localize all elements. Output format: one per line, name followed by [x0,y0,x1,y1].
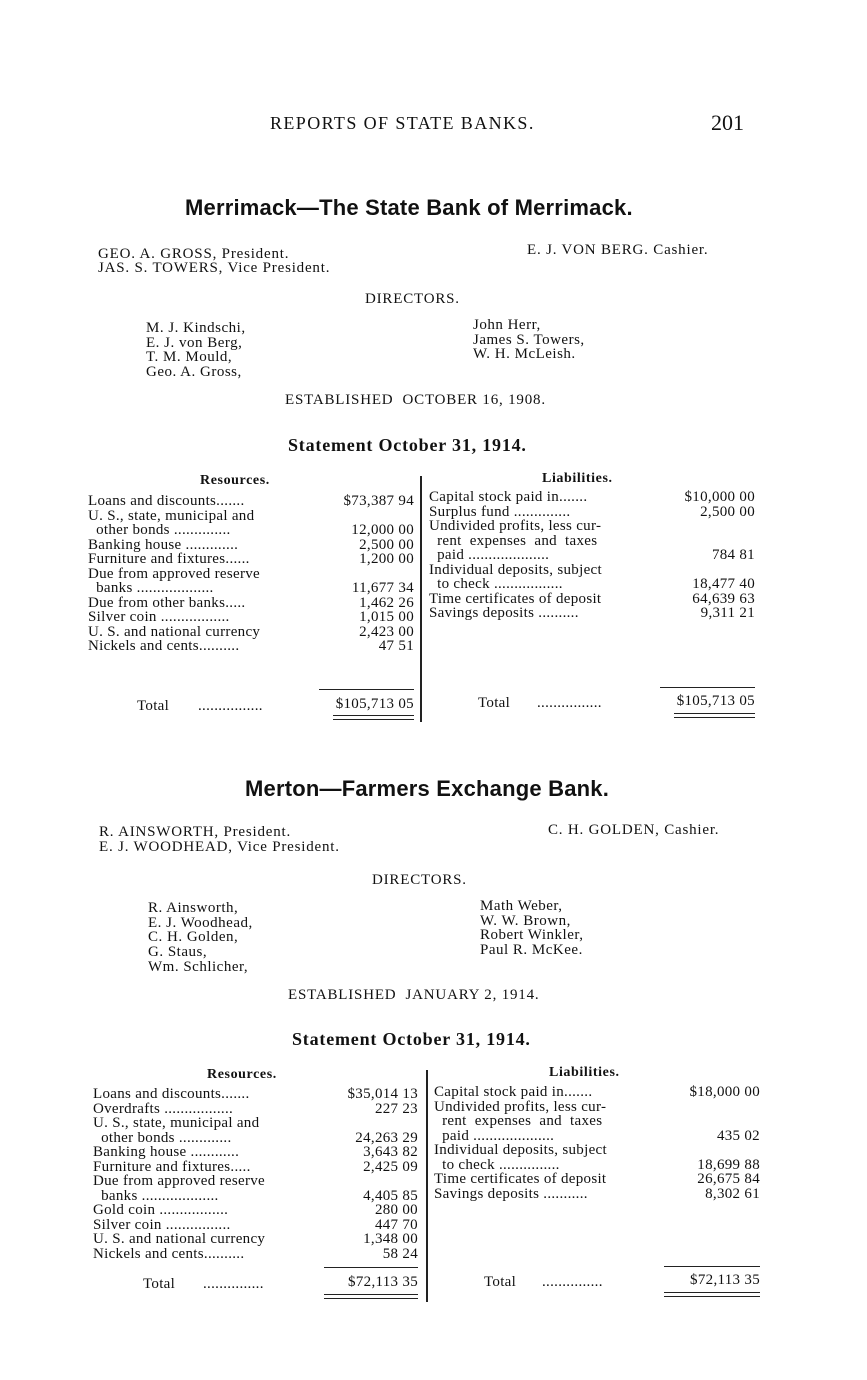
ledger-row [93,1116,418,1131]
total-leader: ................ [537,695,602,711]
double-rule [664,1292,760,1293]
line-amount: $18,000 00 [689,1084,760,1100]
sum-rule [319,689,414,690]
line-label: Nickels and cents.......... [88,638,240,654]
line-amount: 26,675 84 [697,1171,760,1187]
cashier: E. J. VON BERG. Cashier. [527,242,709,258]
line-label: Undivided profits, less cur- [429,518,602,534]
line-amount: 11,677 34 [351,580,414,596]
double-rule [664,1296,760,1297]
line-label: Gold coin ................. [93,1202,229,1218]
liabilities-heading: Liabilities. [542,471,613,486]
ledger-row [93,1102,418,1117]
director: Robert Winkler, [480,927,584,944]
resources-ledger [93,1087,418,1261]
double-rule [324,1298,418,1299]
double-rule [333,719,414,720]
line-label: Banking house ............ [93,1144,240,1160]
ledger-row [429,548,755,563]
ledger-row [429,519,755,534]
line-label: to check ................. [429,576,563,592]
total-leader: ............... [542,1274,603,1290]
ledger-row [88,494,414,509]
double-rule [333,715,414,716]
directors-left [148,901,253,975]
ledger-row [429,505,755,520]
director: Wm. Schlicher, [148,958,249,975]
vice-president: JAS. S. TOWERS, Vice President. [98,260,331,276]
line-label: Undivided profits, less cur- [434,1098,607,1115]
director: John Herr, [473,317,541,333]
directors-right [473,318,585,362]
director: T. M. Mould, [146,349,233,366]
line-label: Due from approved reserve [93,1173,266,1189]
sum-rule [660,687,755,688]
ledger-row [88,509,414,524]
ledger-row [434,1085,760,1100]
total-liabilities: $72,113 35 [690,1272,760,1288]
ledger-row [434,1129,760,1144]
directors-heading: DIRECTORS. [372,872,467,888]
ledger-row [93,1189,418,1204]
ledger-row [429,563,755,578]
double-rule [674,717,755,718]
line-label: banks ................... [93,1187,219,1204]
established-date: ESTABLISHED OCTOBER 16, 1908. [285,392,546,408]
line-label: other bonds ............. [93,1129,232,1146]
resources-heading: Resources. [200,473,270,488]
total-liabilities: $105,713 05 [676,693,755,709]
total-leader: ............... [203,1276,264,1292]
ledger-row [429,534,755,549]
total-label: Total [143,1276,176,1292]
ledger-row [429,490,755,505]
ledger-row [88,581,414,596]
line-label: paid .................... [434,1127,555,1144]
line-amount: 2,425 09 [363,1158,418,1175]
liabilities-heading: Liabilities. [549,1065,620,1080]
established-date: ESTABLISHED JANUARY 2, 1914. [288,987,540,1003]
line-label: Savings deposits ........... [434,1185,588,1202]
ledger-row [434,1172,760,1187]
ledger-row [93,1087,418,1102]
line-label: Furniture and fixtures...... [88,551,250,567]
liabilities-ledger [429,490,755,621]
ledger-row [93,1203,418,1218]
line-amount: 18,699 88 [697,1156,760,1173]
line-label: Time certificates of deposit [434,1171,607,1187]
ledger-row [429,577,755,592]
line-amount: 1,015 00 [359,609,414,625]
line-label: U. S., state, municipal and [93,1115,260,1131]
liabilities-ledger [434,1085,760,1201]
director: E. J. von Berg, [146,334,243,351]
line-label: Banking house ............. [88,536,239,553]
line-amount: $73,387 94 [343,493,414,509]
line-label: to check ............... [434,1156,560,1173]
line-amount: 24,263 29 [355,1129,418,1146]
total-label: Total [137,698,170,714]
sum-rule [324,1267,418,1268]
ledger-row [88,610,414,625]
line-label: Loans and discounts....... [88,493,245,509]
ledger-row [88,538,414,553]
bank-title: Merton—Farmers Exchange Bank. [245,776,610,801]
line-label: Overdrafts ................. [93,1100,234,1117]
line-label: U. S. and national currency [88,623,261,640]
double-rule [674,713,755,714]
sum-rule [664,1266,760,1267]
line-amount: $10,000 00 [684,489,755,505]
ledger-row [93,1218,418,1233]
ledger-row [93,1131,418,1146]
line-label: U. S. and national currency [93,1231,266,1247]
statement-heading: Statement October 31, 1914. [288,435,527,455]
line-label: Due from other banks..... [88,594,246,611]
line-label: banks ................... [88,580,214,596]
director: W. W. Brown, [480,912,571,929]
line-amount: 2,423 00 [359,623,414,640]
line-amount: 12,000 00 [351,522,414,538]
ledger-row [93,1247,418,1262]
line-label: rent expenses and taxes [434,1113,603,1129]
ledger-row [429,606,755,621]
cashier: C. H. GOLDEN, Cashier. [548,822,720,838]
ledger-row [88,567,414,582]
bank-title: Merrimack—The State Bank of Merrimack. [185,195,633,220]
column-divider [420,476,422,722]
resources-ledger [88,494,414,654]
president: R. AINSWORTH, President. [99,824,292,840]
line-label: Furniture and fixtures..... [93,1158,251,1175]
ledger-row [93,1174,418,1189]
line-label: Individual deposits, subject [434,1142,607,1158]
line-amount: 1,462 26 [359,594,414,611]
statement-heading: Statement October 31, 1914. [292,1029,531,1049]
line-amount: 280 00 [374,1202,418,1218]
director: Geo. A. Gross, [146,364,242,381]
total-resources: $105,713 05 [335,696,414,712]
ledger-row [88,596,414,611]
directors-heading: DIRECTORS. [365,291,460,307]
line-amount: 47 51 [378,638,414,654]
line-amount: 784 81 [711,547,755,563]
director: E. J. Woodhead, [148,914,253,931]
line-amount: 2,500 00 [359,536,414,553]
director: Math Weber, [480,898,563,914]
vice-president: E. J. WOODHEAD, Vice President. [99,839,340,855]
line-amount: 1,348 00 [363,1231,418,1247]
line-label: rent expenses and taxes [429,532,598,549]
line-label: other bonds .............. [88,522,231,538]
director: G. Staus, [148,944,208,961]
line-label: paid .................... [429,547,550,563]
line-amount: 2,500 00 [700,503,755,520]
line-label: Silver coin ................. [88,609,230,625]
line-amount: 8,302 61 [705,1185,760,1202]
director: R. Ainsworth, [148,900,239,916]
line-amount: 3,643 82 [363,1144,418,1160]
ledger-row [93,1232,418,1247]
line-amount: 18,477 40 [692,576,755,592]
line-amount: 64,639 63 [692,590,755,607]
total-label: Total [478,695,511,711]
directors-left [146,321,246,380]
line-label: Nickels and cents.......... [93,1245,245,1262]
ledger-row [88,639,414,654]
resources-heading: Resources. [207,1067,277,1082]
line-label: Silver coin ................ [93,1216,231,1233]
running-head: REPORTS OF STATE BANKS. [270,113,535,133]
ledger-row [93,1145,418,1160]
line-label: Due from approved reserve [88,565,261,582]
director: Paul R. McKee. [480,942,583,959]
line-amount: 58 24 [382,1245,418,1262]
line-label: Capital stock paid in....... [434,1084,593,1100]
line-amount: $35,014 13 [347,1086,418,1102]
line-amount: 435 02 [716,1127,760,1144]
line-label: Savings deposits .......... [429,605,579,621]
ledger-row [434,1114,760,1129]
double-rule [324,1294,418,1295]
line-label: Loans and discounts....... [93,1086,250,1102]
ledger-row [434,1143,760,1158]
ledger-row [93,1160,418,1175]
director: M. J. Kindschi, [146,320,246,336]
total-resources: $72,113 35 [348,1274,418,1290]
line-label: U. S., state, municipal and [88,507,255,524]
line-amount: 4,405 85 [363,1187,418,1204]
director: W. H. McLeish. [473,346,576,363]
line-amount: 9,311 21 [700,605,755,621]
ledger-row [434,1187,760,1202]
line-label: Time certificates of deposit [429,590,602,607]
total-leader: ................ [198,698,263,714]
director: C. H. Golden, [148,929,239,946]
line-label: Individual deposits, subject [429,561,602,578]
line-label: Capital stock paid in....... [429,489,588,505]
total-label: Total [484,1274,517,1290]
ledger-row [429,592,755,607]
directors-right [480,899,584,958]
ledger-row [88,523,414,538]
line-amount: 1,200 00 [359,551,414,567]
ledger-row [88,625,414,640]
line-amount: 227 23 [374,1100,418,1117]
ledger-row [434,1158,760,1173]
ledger-row [88,552,414,567]
column-divider [426,1070,428,1302]
ledger-row [434,1100,760,1115]
line-label: Surplus fund .............. [429,503,571,520]
page-number: 201 [711,110,744,135]
president: GEO. A. GROSS, President. [98,246,290,262]
director: James S. Towers, [473,331,585,348]
line-amount: 447 70 [374,1216,418,1233]
